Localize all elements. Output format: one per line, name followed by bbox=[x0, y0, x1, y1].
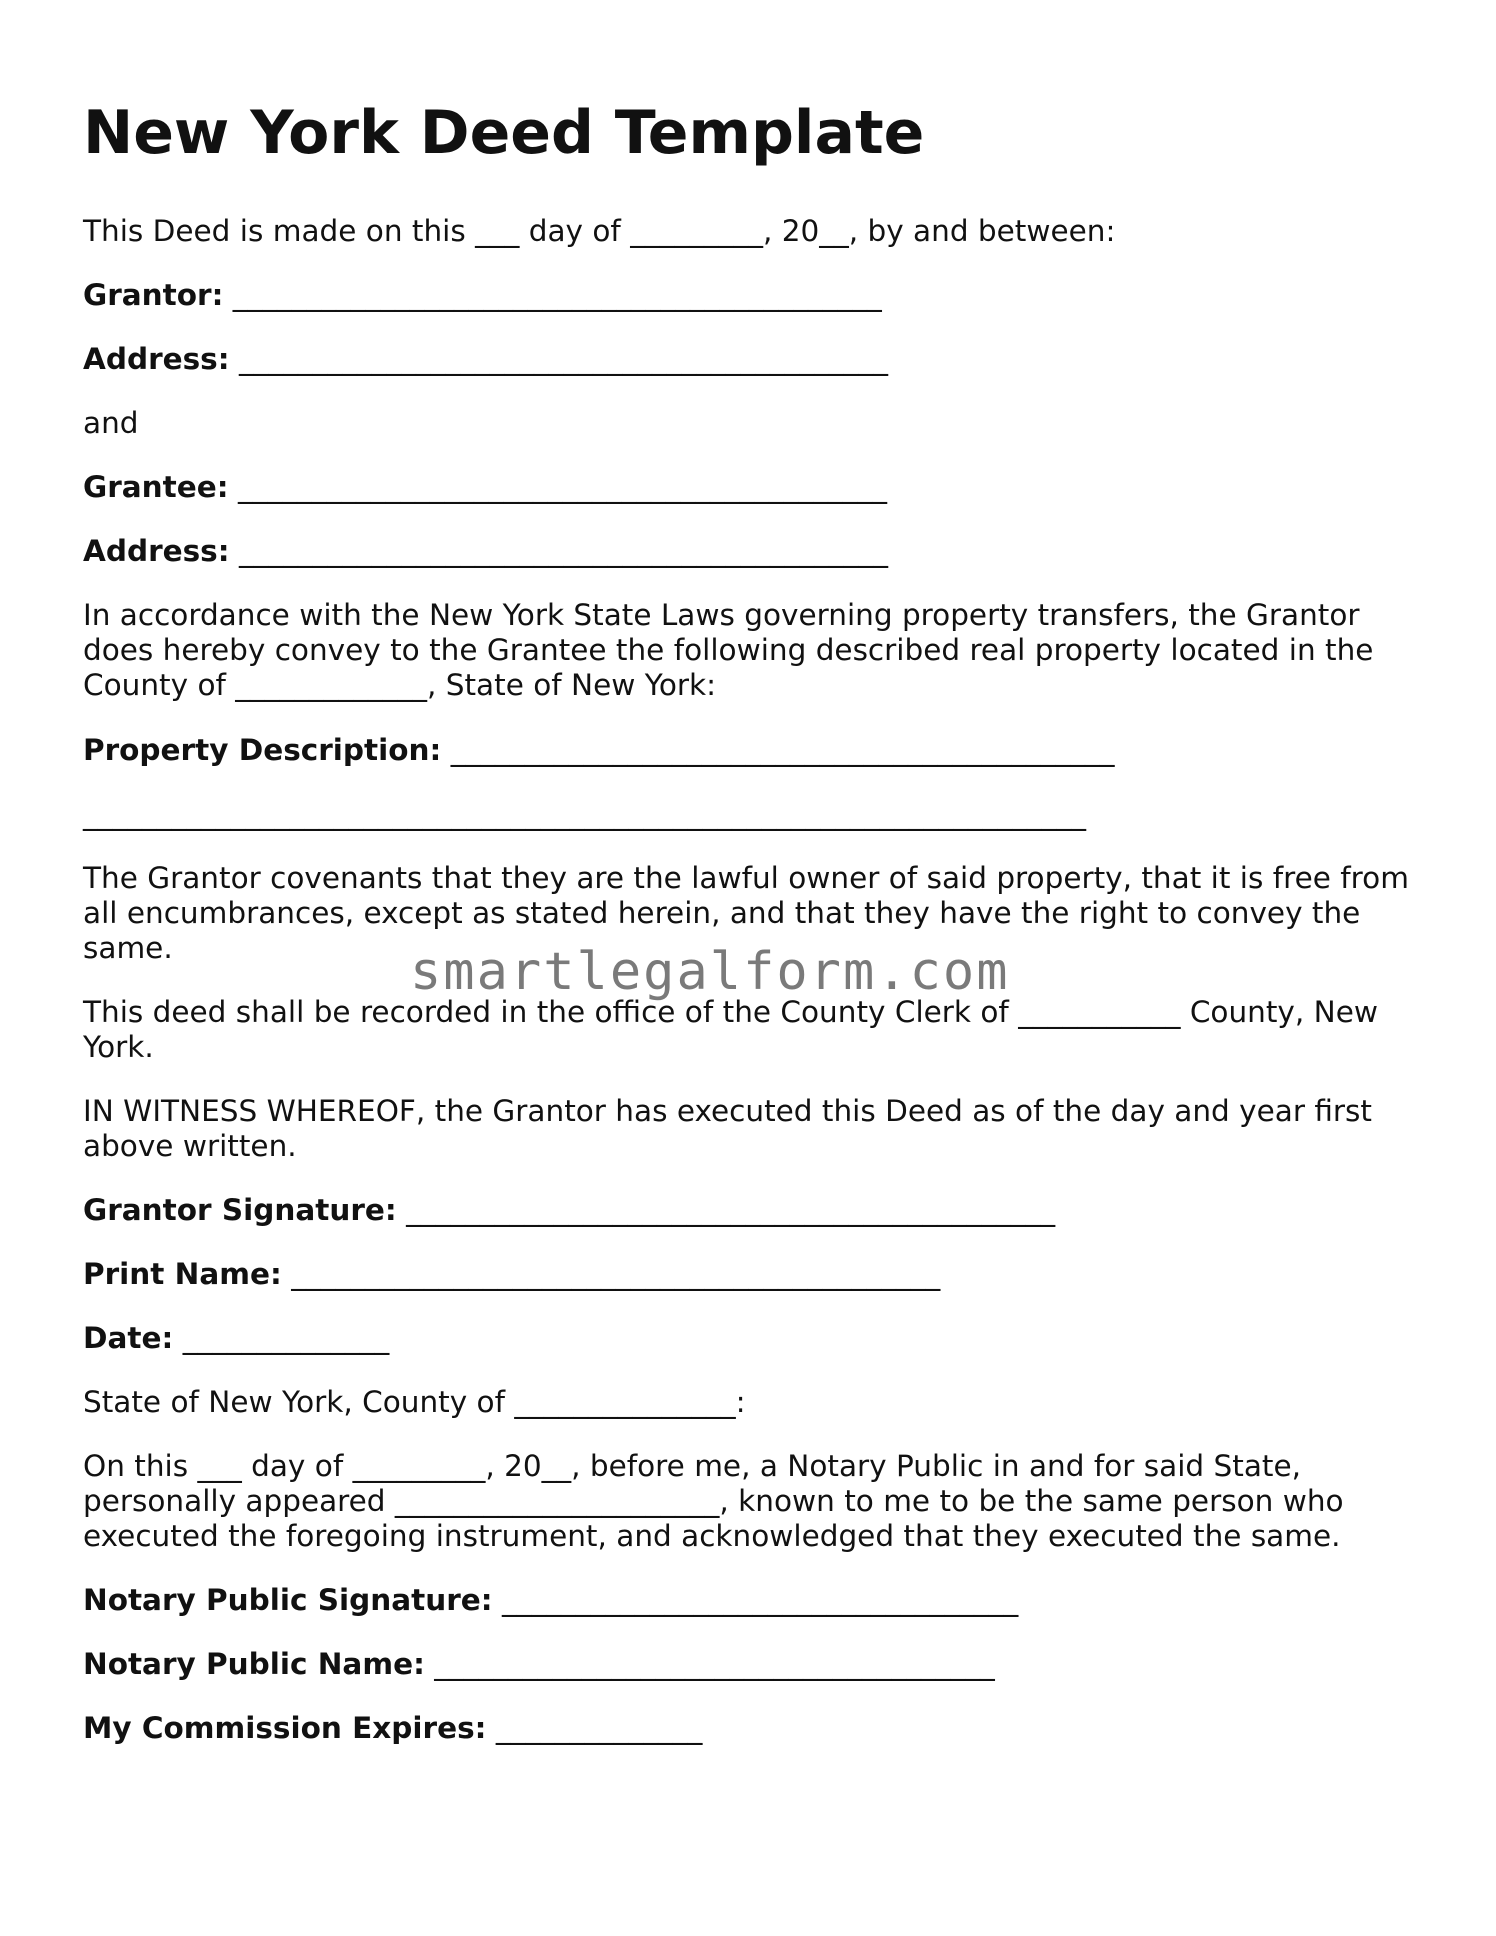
conveyance-paragraph bbox=[83, 598, 1433, 703]
witness-line: IN WITNESS WHEREOF, the Grantor has executed this Deed as of the day and year first bbox=[83, 1094, 1372, 1128]
grantee-address-blank[interactable]: ____________________________________________ bbox=[238, 534, 888, 568]
recording-paragraph bbox=[83, 995, 1433, 1065]
notary-signature-line bbox=[83, 1583, 1018, 1618]
grantor-label: Grantor: bbox=[83, 278, 224, 312]
notary-signature-label: Notary Public Signature: bbox=[83, 1583, 493, 1617]
grantor-address-label: Address: bbox=[83, 342, 230, 376]
notary-name-label: Notary Public Name: bbox=[83, 1647, 425, 1681]
print-name-label: Print Name: bbox=[83, 1257, 282, 1291]
property-description-label: Property Description: bbox=[83, 733, 442, 767]
notary-name-blank[interactable]: ______________________________________ bbox=[434, 1647, 995, 1681]
print-name-blank[interactable]: ____________________________________________ bbox=[291, 1257, 941, 1291]
covenant-line: same. bbox=[83, 931, 173, 965]
grantee-blank[interactable]: ____________________________________________ bbox=[237, 470, 887, 504]
grantee-address-label: Address: bbox=[83, 534, 230, 568]
witness-line: above written. bbox=[83, 1129, 297, 1163]
print-name-line bbox=[83, 1257, 940, 1292]
commission-blank[interactable]: ______________ bbox=[495, 1711, 703, 1745]
date-line bbox=[83, 1321, 389, 1356]
property-description-blank[interactable]: _____________________________________________ bbox=[450, 733, 1115, 767]
grantor-signature-label: Grantor Signature: bbox=[83, 1193, 397, 1227]
state-county-line: State of New York, County of _______________: bbox=[83, 1385, 746, 1419]
intro-line: This Deed is made on this ___ day of _________, 20__, by and between: bbox=[83, 214, 1116, 248]
grantor-signature-line bbox=[83, 1193, 1055, 1228]
covenant-line: all encumbrances, except as stated herein, and that they have the right to convey the bbox=[83, 896, 1361, 930]
witness-paragraph bbox=[83, 1094, 1433, 1164]
notary-acknowledgment-line: executed the foregoing instrument, and acknowledged that they executed the same. bbox=[83, 1519, 1341, 1553]
document-title: New York Deed Template bbox=[83, 98, 925, 168]
commission-line bbox=[83, 1711, 702, 1746]
conveyance-line: County of _____________, State of New York: bbox=[83, 668, 717, 702]
conveyance-line: does hereby convey to the Grantee the following described real property located in the bbox=[83, 633, 1374, 667]
date-label: Date: bbox=[83, 1321, 174, 1355]
notary-acknowledgment-line: On this ___ day of _________, 20__, before me, a Notary Public in and for said State, bbox=[83, 1449, 1301, 1483]
grantee-address-line bbox=[83, 534, 888, 569]
grantor-signature-blank[interactable]: ____________________________________________ bbox=[406, 1193, 1056, 1227]
and-text: and bbox=[83, 406, 139, 440]
commission-label: My Commission Expires: bbox=[83, 1711, 487, 1745]
grantee-label: Grantee: bbox=[83, 470, 229, 504]
recording-line: This deed shall be recorded in the office of the County Clerk of ___________ County, New bbox=[83, 995, 1378, 1029]
grantor-blank[interactable]: ____________________________________________ bbox=[232, 278, 882, 312]
notary-acknowledgment-line: personally appeared ______________________, known to me to be the same person who bbox=[83, 1484, 1344, 1518]
watermark: smartlegalform.com bbox=[410, 942, 1010, 1002]
property-description-blank-2[interactable]: ____________________________________________________________________ bbox=[83, 797, 1086, 831]
property-description-line bbox=[83, 733, 1114, 768]
grantor-address-line bbox=[83, 342, 888, 377]
grantor-address-blank[interactable]: ____________________________________________ bbox=[238, 342, 888, 376]
recording-line: York. bbox=[83, 1030, 154, 1064]
date-blank[interactable]: ______________ bbox=[182, 1321, 390, 1355]
notary-signature-blank[interactable]: ___________________________________ bbox=[501, 1583, 1019, 1617]
covenant-line: The Grantor covenants that they are the lawful owner of said property, that it is free from bbox=[83, 861, 1409, 895]
conveyance-line: In accordance with the New York State Laws governing property transfers, the Grantor bbox=[83, 598, 1360, 632]
notary-name-line bbox=[83, 1647, 995, 1682]
notary-acknowledgment-paragraph bbox=[83, 1449, 1433, 1554]
grantee-line bbox=[83, 470, 887, 505]
grantor-line bbox=[83, 278, 882, 313]
